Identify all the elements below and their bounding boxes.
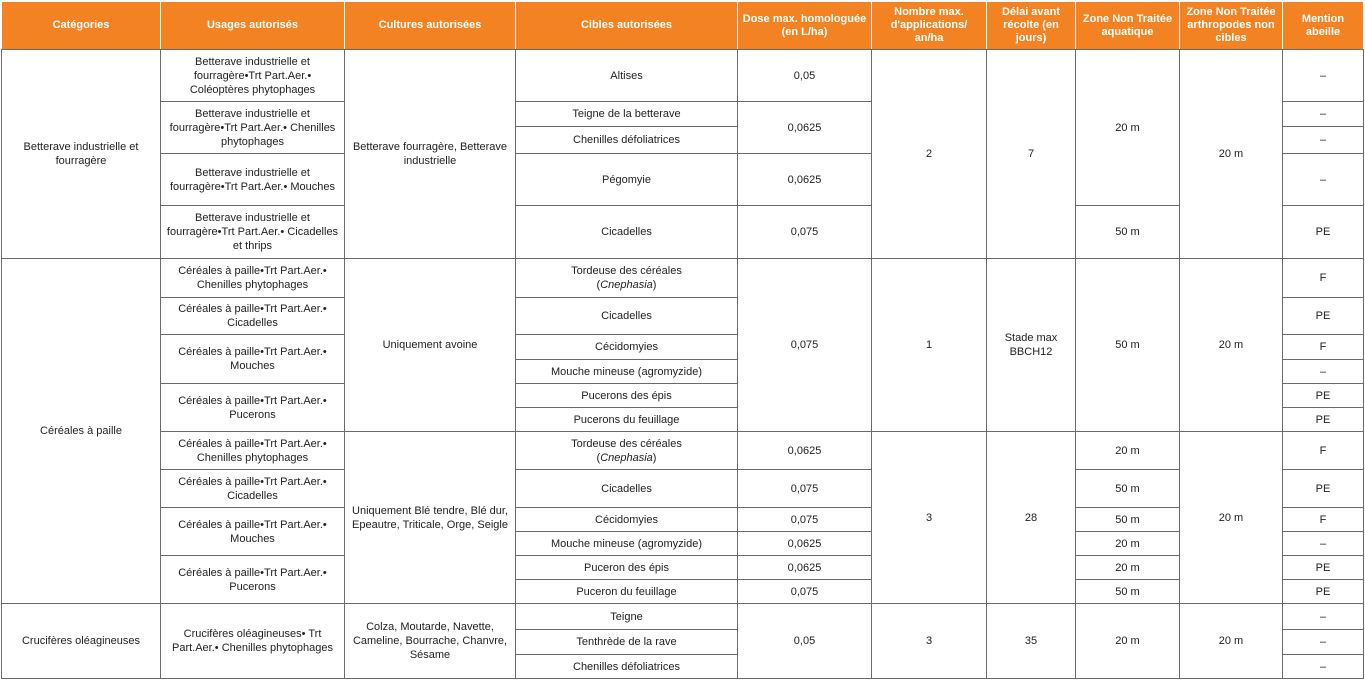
mention-cell: F (1283, 432, 1364, 470)
header-nb-applications: Nombre max. d'applications/ an/ha (872, 2, 987, 50)
cible-cell: Cicadelles (516, 470, 738, 508)
znt-aquatique-cell: 20 m (1076, 556, 1180, 580)
znt-aquatique-cell: 20 m (1076, 432, 1180, 470)
znt-aquatique-cell: 50 m (1076, 259, 1180, 432)
cible-cell: Cécidomyies (516, 335, 738, 360)
dose-cell: 0,05 (738, 604, 872, 679)
usage-cell: Céréales à paille•Trt Part.Aer.• Chenilles phytophages (161, 432, 345, 470)
znt-arthropodes-cell: 20 m (1180, 50, 1283, 259)
table-row (2, 470, 1364, 508)
cible-latin-name: Cnephasia (600, 279, 653, 291)
cible-label: Tordeuse des céréales (571, 265, 682, 277)
dose-cell: 0,075 (738, 259, 872, 432)
cible-cell: Pucerons des épis (516, 384, 738, 408)
cultures-cell: Colza, Moutarde, Navette, Cameline, Bourrache, Chanvre, Sésame (345, 604, 516, 679)
header-delai: Délai avant récolte (en jours) (987, 2, 1076, 50)
mention-cell: PE (1283, 408, 1364, 432)
znt-aquatique-cell: 50 m (1076, 580, 1180, 604)
usage-cell: Céréales à paille•Trt Part.Aer.• Mouches (161, 335, 345, 384)
delai-cell: Stade max BBCH12 (987, 259, 1076, 432)
delai-cell: 28 (987, 432, 1076, 604)
dose-cell: 0,0625 (738, 432, 872, 470)
znt-arthropodes-cell: 20 m (1180, 432, 1283, 604)
dose-cell: 0,075 (738, 580, 872, 604)
product-usage-table (1, 1, 1364, 679)
cultures-cell: Betterave fourragère, Betterave industrielle (345, 50, 516, 259)
nb-applications-cell: 2 (872, 50, 987, 259)
mention-cell: PE (1283, 580, 1364, 604)
table-row (2, 50, 1364, 102)
cible-cell: Puceron des épis (516, 556, 738, 580)
nb-applications-cell: 3 (872, 604, 987, 679)
mention-cell: F (1283, 508, 1364, 532)
header-znt-arthropodes: Zone Non Traitée arthropodes non cibles (1180, 2, 1283, 50)
cible-cell: Tordeuse des céréales (Cnephasia) (516, 259, 738, 298)
mention-cell: – (1283, 102, 1364, 127)
category-cell: Crucifères oléagineuses (2, 604, 161, 679)
mention-cell: – (1283, 50, 1364, 102)
header-categories: Catégories (2, 2, 161, 50)
header-cultures: Cultures autorisées (345, 2, 516, 50)
znt-aquatique-cell: 50 m (1076, 470, 1180, 508)
dose-cell: 0,075 (738, 508, 872, 532)
mention-cell: – (1283, 604, 1364, 630)
znt-aquatique-cell: 50 m (1076, 206, 1180, 259)
cible-cell: Mouche mineuse (agromyzide) (516, 532, 738, 556)
cultures-cell: Uniquement avoine (345, 259, 516, 432)
cible-cell: Teigne de la betterave (516, 102, 738, 127)
cible-cell: Puceron du feuillage (516, 580, 738, 604)
table-row (2, 604, 1364, 630)
mention-cell: F (1283, 335, 1364, 360)
dose-cell: 0,0625 (738, 102, 872, 154)
table-row (2, 206, 1364, 259)
znt-arthropodes-cell: 20 m (1180, 604, 1283, 679)
dose-cell: 0,0625 (738, 154, 872, 206)
dose-cell: 0,0625 (738, 556, 872, 580)
nb-applications-cell: 1 (872, 259, 987, 432)
table-row (2, 556, 1364, 580)
cultures-cell: Uniquement Blé tendre, Blé dur, Epeautre, Triticale, Orge, Seigle (345, 432, 516, 604)
mention-cell: – (1283, 360, 1364, 384)
cible-cell: Chenilles défoliatrices (516, 127, 738, 154)
cible-latin-name: Cnephasia (600, 451, 653, 464)
header-cibles: Cibles autorisées (516, 2, 738, 50)
cible-cell: Pégomyie (516, 154, 738, 206)
znt-aquatique-cell: 20 m (1076, 604, 1180, 679)
cible-cell: Tenthrède de la rave (516, 630, 738, 655)
usage-cell: Céréales à paille•Trt Part.Aer.• Cicadelles (161, 298, 345, 335)
cible-cell: Teigne (516, 604, 738, 630)
table-row (2, 432, 1364, 470)
cible-cell: Cicadelles (516, 298, 738, 335)
cible-cell: Mouche mineuse (agromyzide) (516, 360, 738, 384)
znt-aquatique-cell: 20 m (1076, 50, 1180, 206)
delai-cell: 35 (987, 604, 1076, 679)
usage-cell: Betterave industrielle et fourragère•Trt Part.Aer.• Mouches (161, 154, 345, 206)
cible-cell: Tordeuse des céréales (Cnephasia) (516, 432, 738, 470)
table-row (2, 259, 1364, 298)
mention-cell: PE (1283, 384, 1364, 408)
header-znt-aquatique: Zone Non Traitée aquatique (1076, 2, 1180, 50)
dose-cell: 0,075 (738, 470, 872, 508)
header-dose: Dose max. homologuée (en L/ha) (738, 2, 872, 50)
znt-arthropodes-cell: 20 m (1180, 259, 1283, 432)
cible-cell: Cécidomyies (516, 508, 738, 532)
znt-aquatique-cell: 50 m (1076, 508, 1180, 532)
header-row (2, 2, 1364, 50)
nb-applications-cell: 3 (872, 432, 987, 604)
cible-cell: Cicadelles (516, 206, 738, 259)
category-cell: Céréales à paille (2, 259, 161, 604)
mention-cell: F (1283, 259, 1364, 298)
mention-cell: PE (1283, 556, 1364, 580)
usage-cell: Céréales à paille•Trt Part.Aer.• Pucerons (161, 384, 345, 432)
mention-cell: PE (1283, 206, 1364, 259)
mention-cell: – (1283, 630, 1364, 655)
mention-cell: – (1283, 655, 1364, 679)
header-mention-abeille: Mention abeille (1283, 2, 1364, 50)
dose-cell: 0,075 (738, 206, 872, 259)
usage-cell: Crucifères oléagineuses• Trt Part.Aer.• Chenilles phytophages (161, 604, 345, 679)
usage-cell: Céréales à paille•Trt Part.Aer.• Pucerons (161, 556, 345, 604)
znt-aquatique-cell: 20 m (1076, 532, 1180, 556)
category-cell: Betterave industrielle et fourragère (2, 50, 161, 259)
cible-cell: Altises (516, 50, 738, 102)
usage-cell: Céréales à paille•Trt Part.Aer.• Mouches (161, 508, 345, 556)
mention-cell: PE (1283, 470, 1364, 508)
usage-cell: Céréales à paille•Trt Part.Aer.• Chenilles phytophages (161, 259, 345, 298)
mention-cell: – (1283, 154, 1364, 206)
header-usages: Usages autorisés (161, 2, 345, 50)
cible-cell: Chenilles défoliatrices (516, 655, 738, 679)
mention-cell: – (1283, 127, 1364, 154)
usage-cell: Betterave industrielle et fourragère•Trt Part.Aer.• Cicadelles et thrips (161, 206, 345, 259)
table-row (2, 508, 1364, 532)
usage-cell: Betterave industrielle et fourragère•Trt Part.Aer.• Chenilles phytophages (161, 102, 345, 154)
mention-cell: PE (1283, 298, 1364, 335)
usage-cell: Betterave industrielle et fourragère•Trt Part.Aer.• Coléoptères phytophages (161, 50, 345, 102)
cible-cell: Pucerons du feuillage (516, 408, 738, 432)
delai-cell: 7 (987, 50, 1076, 259)
usage-cell: Céréales à paille•Trt Part.Aer.• Cicadelles (161, 470, 345, 508)
dose-cell: 0,0625 (738, 532, 872, 556)
mention-cell: – (1283, 532, 1364, 556)
cible-label: Tordeuse des céréales (571, 437, 682, 450)
dose-cell: 0,05 (738, 50, 872, 102)
